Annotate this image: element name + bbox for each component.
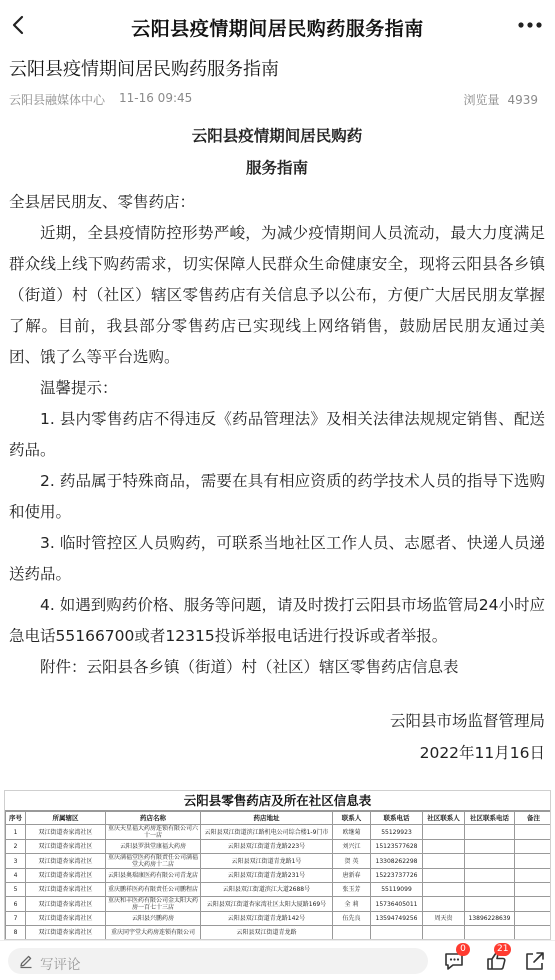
table-cell [515,840,552,854]
table-body [6,825,552,940]
table-cell [465,883,515,897]
table-cell [515,854,552,869]
table-header-cell: 序号 [6,812,26,825]
table-cell: 6 [6,897,26,912]
table-cell: 双江街道杏家湾社区 [26,897,106,912]
store-table-image[interactable] [4,790,551,940]
comment-placeholder: 写评论 [40,957,81,973]
table-header-cell: 社区联系电话 [465,812,515,825]
table-cell [465,825,515,840]
table-header-cell: 联系电话 [371,812,423,825]
table-cell: 张玉芳 [333,883,371,897]
comment-count-badge: 0 [456,943,470,956]
table-header-cell: 所属辖区 [26,812,106,825]
table-header-cell: 备注 [515,812,552,825]
article-views [463,91,538,108]
table-cell [423,883,465,897]
table-cell: 重庆鹏祥医药有限责任公司鹏程店 [106,883,201,897]
body-heading-line1: 云阳县疫情期间居民购药 [191,127,363,145]
table-cell: 云阳县罗洪堂康福大药房 [106,840,201,854]
more-button[interactable] [513,14,547,36]
table-cell [515,825,552,840]
table-cell [423,897,465,912]
table-cell: 2 [6,840,26,854]
table-cell: 1 [6,825,26,840]
table-cell: 重庆和丰医药有限公司金太阳大药房一百七十三店 [106,897,201,912]
table-cell: 全 莉 [333,897,371,912]
table-cell [515,869,552,883]
table-cell: 云阳县双江街道青龙路1号 [201,854,333,869]
comment-count-button[interactable] [442,944,468,973]
table-cell: 重庆天星福大药房连锁有限公司六十一店 [106,825,201,840]
table-cell [515,912,552,926]
bottom-action-bar [0,940,555,980]
table-cell: 15736405011 [371,897,423,912]
table-cell [465,854,515,869]
salutation: 全县居民朋友、零售药店： [9,193,196,211]
signature-date: 2022年11月16日 [419,744,545,762]
table-cell: 周天贵 [423,912,465,926]
table-cell: 云阳县双江街道青龙路 [201,926,333,940]
table-cell [333,926,371,940]
table-cell [423,869,465,883]
table-cell: 双江街道杏家湾社区 [26,926,106,940]
share-button[interactable] [522,949,548,973]
paragraph: 近期，全县疫情防控形势严峻，为减少疫情期间人员流动，最大力度满足群众线上线下购药需求，切实保障人民群众生命健康安全，现将云阳县各乡镇（街道）村（社区）辖区零售药店有关信息予以公布，方便广大居民朋友掌握了解。目前，我县部分零售药店已实现线上网络销售，鼓励居民朋友通过美团、饿了么等平台选购。 [9,224,545,366]
table-cell: 7 [6,912,26,926]
table-cell: 8 [6,926,26,940]
article-time: 11-16 09:45 [119,91,193,105]
table-header-cell: 联系人 [333,812,371,825]
comment-input[interactable] [8,948,428,974]
table-cell [515,897,552,912]
table-cell [423,825,465,840]
table-cell [423,854,465,869]
table-header-row [6,812,552,825]
table-cell [465,840,515,854]
table-cell [515,883,552,897]
table-header-cell: 药店地址 [201,812,333,825]
article-title: 云阳县疫情期间居民购药服务指南 [9,59,279,80]
table-cell: 云阳县奥瑞康医药有限公司青龙店 [106,869,201,883]
pen-icon [18,953,34,969]
table-cell: 双江街道杏家湾社区 [26,883,106,897]
article-meta [9,91,549,107]
table-row [6,825,552,840]
table-cell: 双江街道杏家湾社区 [26,912,106,926]
table-row [6,897,552,912]
table-cell: 5 [6,883,26,897]
table-cell [423,926,465,940]
table-cell [465,869,515,883]
share-icon [522,949,548,973]
table-cell: 重庆满福堂医药有限责任公司满福堂大药房十二店 [106,854,201,869]
table-cell: 15123577628 [371,840,423,854]
tips-label: 温馨提示： [40,379,118,397]
table-cell: 伍先良 [333,912,371,926]
table-cell: 双江街道杏家湾社区 [26,869,106,883]
table-cell: 3 [6,854,26,869]
table-row [6,926,552,940]
table-cell [371,926,423,940]
top-nav-bar [0,0,555,50]
table-cell: 云阳县双江街道青龙路223号 [201,840,333,854]
table-cell: 13308262298 [371,854,423,869]
table-row [6,854,552,869]
table-cell: 云阳县双江街道杏家湾社区太阳大厦路169号 [201,897,333,912]
table-cell: 唐新春 [333,869,371,883]
table-cell [515,926,552,940]
table-cell: 15223737726 [371,869,423,883]
table-cell: 双江街道杏家湾社区 [26,854,106,869]
table-cell: 云阳县双江街道青龙路231号 [201,869,333,883]
article-source: 云阳县融媒体中心 [9,93,106,107]
like-button[interactable] [484,944,510,973]
tip-item: 2. 药品属于特殊商品，需要在具有相应资质的药学技术人员的指导下选购和使用。 [9,472,545,521]
more-dots-icon [513,14,547,36]
table-cell: 贺 英 [333,854,371,869]
store-table [5,811,551,940]
tip-item: 3. 临时管控区人员购药，可联系当地社区工作人员、志愿者、快递人员递送药品。 [9,534,545,583]
table-cell: 双江街道杏家湾社区 [26,825,106,840]
table-row [6,883,552,897]
views-count: 4939 [507,93,538,107]
table-cell: 55129923 [371,825,423,840]
like-count-badge: 21 [494,943,511,956]
attachment-note: 附件：云阳县各乡镇（街道）村（社区）辖区零售药店信息表 [40,658,459,676]
table-cell [423,840,465,854]
table-cell: 重庆同宇堂大药房连锁有限公司 [106,926,201,940]
table-cell: 云阳县双江街道滨江大道2688号 [201,883,333,897]
table-cell: 双江街道杏家湾社区 [26,840,106,854]
table-cell: 云阳县双江街道青龙路142号 [201,912,333,926]
table-header-cell: 社区联系人 [423,812,465,825]
table-cell: 13896228639 [465,912,515,926]
table-cell [465,926,515,940]
table-header-cell: 药店名称 [106,812,201,825]
table-cell: 4 [6,869,26,883]
nav-title: 云阳县疫情期间居民购药服务指南 [131,18,424,40]
tip-item: 1. 县内零售药店不得违反《药品管理法》及相关法律法规规定销售、配送药品。 [9,410,545,459]
article-body [9,120,545,769]
table-row [6,869,552,883]
table-cell: 云阳县兴鹏药房 [106,912,201,926]
signature-org: 云阳县市场监督管理局 [389,712,545,730]
table-row [6,912,552,926]
table-cell [465,897,515,912]
body-heading-line2: 服务指南 [245,159,308,177]
table-cell: 55119099 [371,883,423,897]
views-label: 浏览量 [463,93,500,107]
table-caption: 云阳县零售药店及所在社区信息表 [5,791,550,811]
table-cell: 13594749256 [371,912,423,926]
table-cell: 刘兴江 [333,840,371,854]
tip-item: 4. 如遇到购药价格、服务等问题，请及时拨打云阳县市场监管局24小时应急电话55166700或者12315投诉举报电话进行投诉或者举报。 [9,596,545,645]
table-cell: 云阳县双江街道滨江路机电公司综合楼1-9门市 [201,825,333,840]
table-row [6,840,552,854]
table-cell: 欧继菊 [333,825,371,840]
